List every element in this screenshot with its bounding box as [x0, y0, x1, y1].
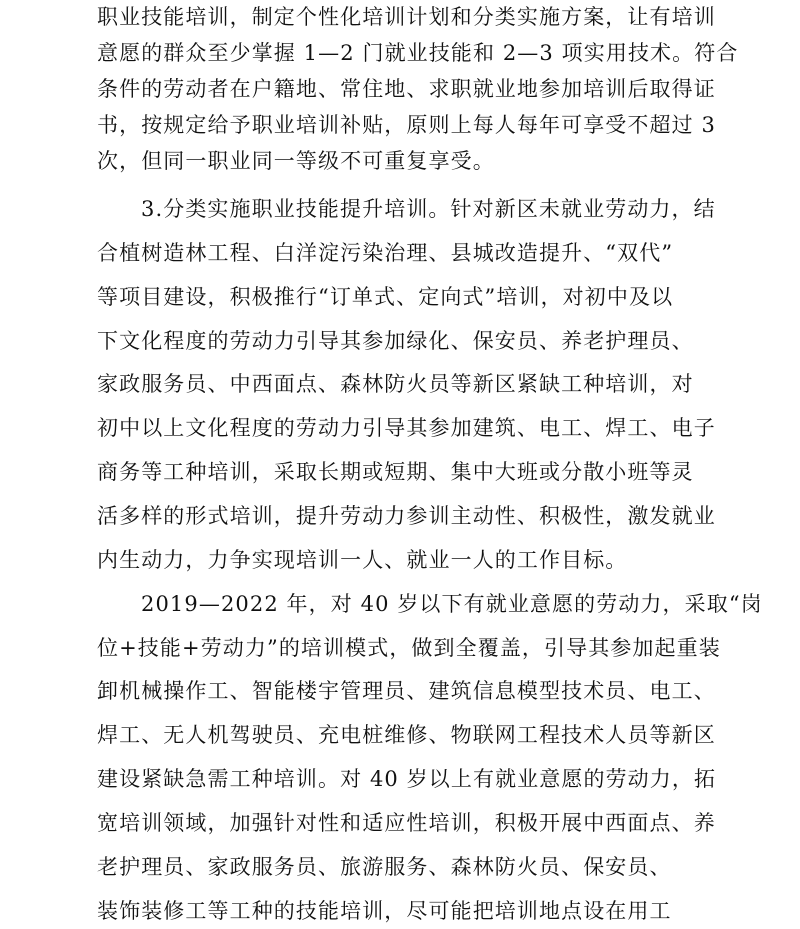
text-line: 下文化程度的劳动力引导其参加绿化、保安员、养老护理员、 — [97, 329, 694, 353]
text-line: 位+技能+劳动力”的培训模式，做到全覆盖，引导其参加起重装 — [97, 636, 721, 660]
text-line: 意愿的群众至少掌握 1—2 门就业技能和 2—3 项实用技术。符合 — [97, 41, 739, 65]
text-line: 次，但同一职业同一等级不可重复享受。 — [97, 149, 495, 173]
text-line: 建设紧缺急需工种培训。对 40 岁以上有就业意愿的劳动力，拓 — [97, 767, 717, 791]
text-line: 焊工、无人机驾驶员、充电桩维修、物联网工程技术人员等新区 — [97, 723, 716, 747]
text-line: 家政服务员、中西面点、森林防火员等新区紧缺工种培训，对 — [97, 372, 694, 396]
text-line: 卸机械操作工、智能楼宇管理员、建筑信息模型技术员、电工、 — [97, 679, 716, 703]
text-line: 宽培训领域，加强针对性和适应性培训，积极开展中西面点、养 — [97, 811, 716, 835]
paragraph-start-line: 3.分类实施职业技能提升培训。针对新区未就业劳动力，结 — [141, 197, 716, 221]
paragraph-start-line: 2019—2022 年，对 40 岁以下有就业意愿的劳动力，采取“岗 — [141, 592, 763, 616]
text-line: 职业技能培训，制定个性化培训计划和分类实施方案，让有培训 — [97, 5, 716, 29]
text-line: 活多样的形式培训，提升劳动力参训主动性、积极性，激发就业 — [97, 504, 716, 528]
text-line: 合植树造林工程、白洋淀污染治理、县城改造提升、“双代” — [97, 241, 674, 265]
text-line: 内生动力，力争实现培训一人、就业一人的工作目标。 — [97, 548, 628, 572]
text-line: 书，按规定给予职业培训补贴，原则上每人每年可享受不超过 3 — [97, 113, 716, 137]
text-line: 等项目建设，积极推行“订单式、定向式”培训，对初中及以 — [97, 285, 674, 309]
text-line: 初中以上文化程度的劳动力引导其参加建筑、电工、焊工、电子 — [97, 416, 716, 440]
text-line: 装饰装修工等工种的技能培训，尽可能把培训地点设在用工 — [97, 899, 672, 923]
text-line: 条件的劳动者在户籍地、常住地、求职就业地参加培训后取得证 — [97, 77, 716, 101]
text-line: 老护理员、家政服务员、旅游服务、森林防火员、保安员、 — [97, 855, 672, 879]
text-line: 商务等工种培训，采取长期或短期、集中大班或分散小班等灵 — [97, 460, 694, 484]
